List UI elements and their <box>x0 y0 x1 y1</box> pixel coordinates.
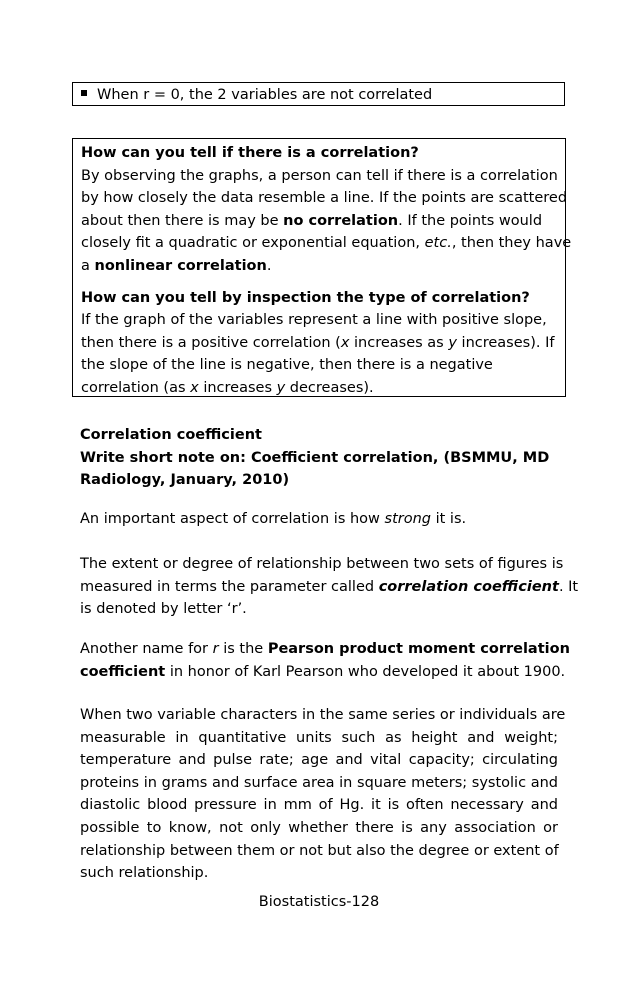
paragraph-4-line-1: When two variable characters in the same series or individuals are <box>80 707 566 723</box>
paragraph-3-line-2: coefficient in honor of Karl Pearson who developed it about 1900. <box>80 663 566 680</box>
short-note-line-1: Write short note on: Coefficient correlation, (BSMMU, MD <box>80 449 550 466</box>
page-number-label: Biostatistics-128 <box>258 894 380 910</box>
paragraph-1: An important aspect of correlation is how strong it is. <box>80 511 467 527</box>
answer-2-line-4: correlation (as x increases y decreases). <box>81 379 374 396</box>
paragraph-4-line-6: possible to know, not only whether there is any association or <box>80 819 558 836</box>
paragraph-2-line-2: measured in terms the parameter called correlation coefficient. It <box>80 578 579 595</box>
answer-1-line-2: by how closely the data resemble a line. If the points are scattered <box>81 190 568 207</box>
paragraph-2-line-1: The extent or degree of relationship between two sets of figures is <box>80 556 564 572</box>
page-footer <box>0 891 638 914</box>
answer-2-line-3: the slope of the line is negative, then there is a negative <box>81 357 493 374</box>
section-heading: Correlation coefficient <box>80 427 262 443</box>
answer-2-line-1: If the graph of the variables represent a line with positive slope, <box>81 312 547 329</box>
top-bullet-box <box>72 82 565 106</box>
qa-box <box>72 138 572 397</box>
paragraph-4-line-3: temperature and pulse rate; age and vital capacity; circulating <box>80 752 558 769</box>
question-2-heading: How can you tell by inspection the type of correlation? <box>81 289 530 306</box>
top-bullet-text: When r = 0, the 2 variables are not correlated <box>97 87 433 103</box>
answer-1-line-3: about then there is may be no correlation. If the points would <box>81 212 543 229</box>
paragraph-4-line-5: diastolic blood pressure in mm of Hg. it is often necessary and <box>80 797 558 814</box>
answer-1-line-4: closely fit a quadratic or exponential equation, etc., then they have <box>81 235 572 252</box>
question-1-heading: How can you tell if there is a correlation? <box>81 145 419 161</box>
answer-1-line-5: a nonlinear correlation. <box>81 257 272 274</box>
paragraph-4-line-8: such relationship. <box>80 865 209 882</box>
paragraph-4-line-2: measurable in quantitative units such as height and weight; <box>80 729 558 746</box>
paragraph-4-line-7: relationship between them or not but also the degree or extent of <box>80 842 559 859</box>
answer-2-line-2: then there is a positive correlation (x increases as y increases). If <box>81 334 555 351</box>
paragraph-4-line-4: proteins in grams and surface area in square meters; systolic and <box>80 774 558 791</box>
paragraph-3-line-1: Another name for r is the Pearson product moment correlation <box>80 641 570 657</box>
section-heading-block <box>80 424 558 492</box>
paragraph-4 <box>80 704 566 885</box>
square-bullet-icon <box>81 90 87 96</box>
answer-1-line-1: By observing the graphs, a person can tell if there is a correlation <box>81 167 558 184</box>
paragraph-3 <box>80 638 570 683</box>
paragraph-2-line-3: is denoted by letter ‘r’. <box>80 601 247 618</box>
short-note-line-2: Radiology, January, 2010) <box>80 472 290 489</box>
paragraph-2 <box>80 553 579 621</box>
